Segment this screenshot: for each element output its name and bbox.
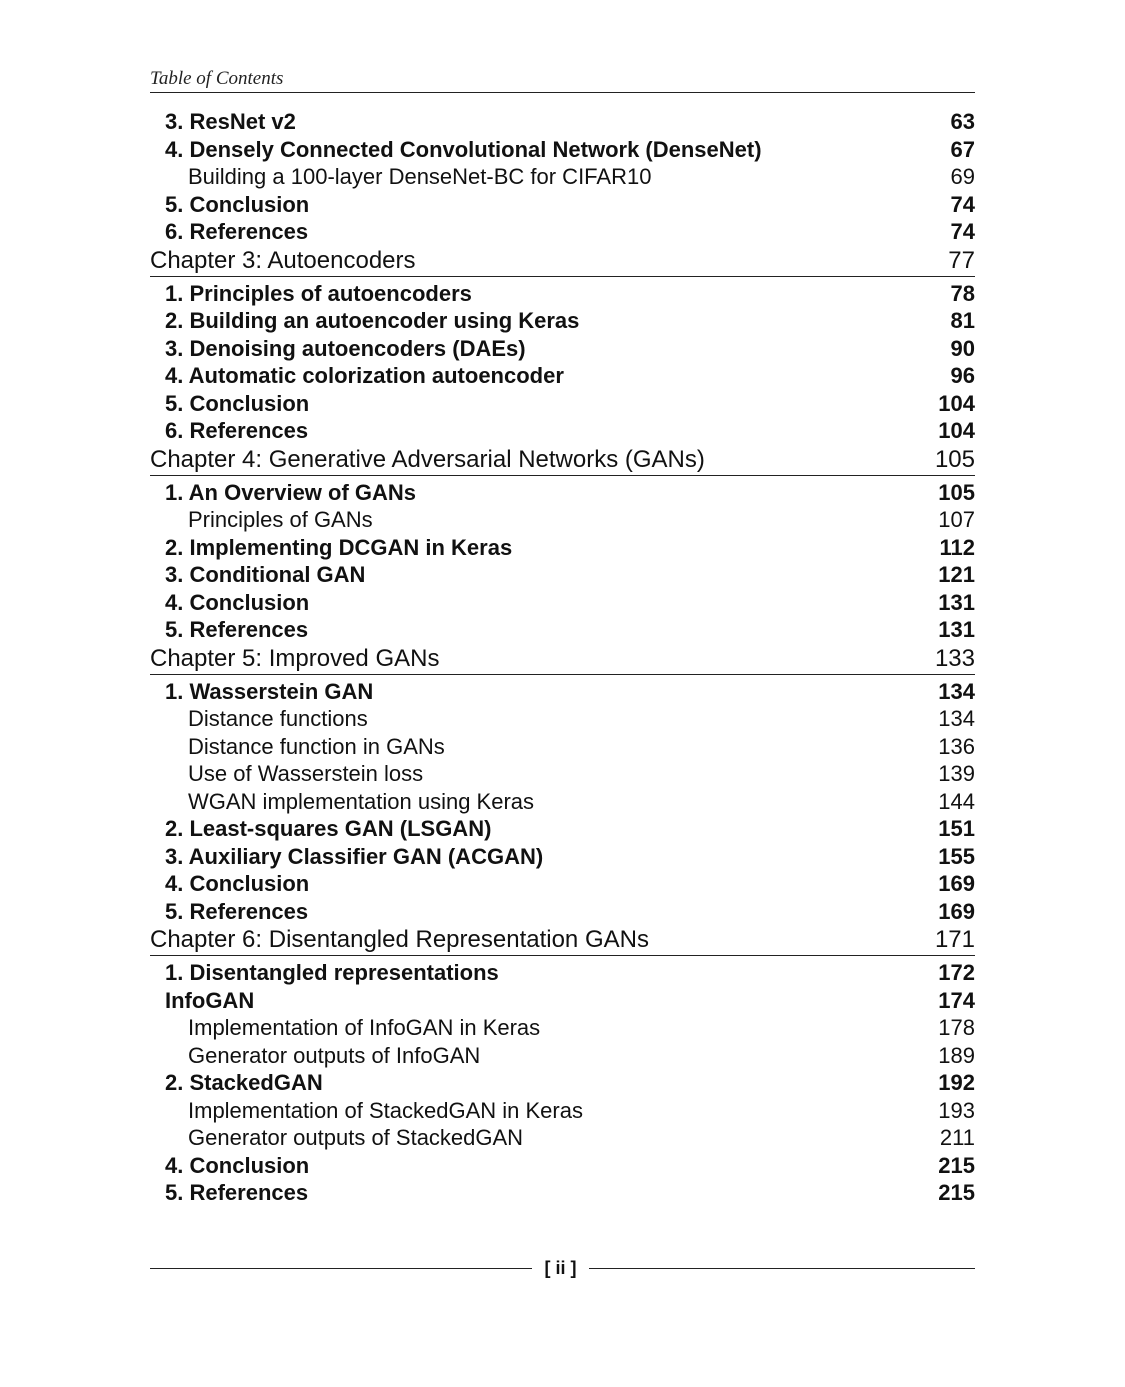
toc-entry-page-number: 144 (938, 788, 975, 814)
toc-entry-page-number: 90 (950, 335, 975, 361)
toc-section-entry[interactable] (150, 561, 975, 589)
toc-subsection-entry[interactable] (150, 1097, 975, 1125)
toc-subsection-entry[interactable] (150, 1124, 975, 1152)
running-header (150, 66, 975, 93)
toc-subsection-entry[interactable] (150, 163, 975, 191)
toc-entry-page-number: 171 (934, 926, 975, 953)
toc-section-entry[interactable] (150, 1152, 975, 1180)
toc-entry-page-number: 69 (950, 164, 975, 189)
toc-entry-page-number: 67 (950, 136, 975, 162)
toc-entry-page-number: 211 (939, 1125, 975, 1150)
toc-entry-title: Use of Wasserstein loss (188, 761, 424, 786)
footer-page-number: [ ii ] (544, 1258, 577, 1278)
toc-entry-page-number: 169 (938, 898, 975, 924)
toc-entry-title: 6. References (165, 219, 309, 244)
toc-entry-page-number: 136 (938, 733, 975, 759)
toc-entry-page-number: 78 (950, 280, 975, 306)
toc-section-entry[interactable] (150, 136, 975, 164)
toc-section-entry[interactable] (150, 898, 975, 926)
toc-entry-page-number: 192 (938, 1070, 975, 1095)
footer-rule-right (589, 1268, 975, 1269)
header-title: Table of Contents (150, 68, 284, 89)
toc-entry-title: 1. An Overview of GANs (165, 479, 417, 505)
toc-subsection-entry[interactable] (150, 760, 975, 788)
footer-rule-left (150, 1268, 532, 1269)
toc-entry-page-number: 139 (938, 761, 975, 786)
toc-entry-title: 2. Least-squares GAN (LSGAN) (165, 816, 492, 841)
toc-entry-page-number: 74 (950, 191, 975, 217)
toc-entry-title: 5. References (165, 898, 309, 924)
toc-entry-title: 1. Disentangled representations (165, 960, 499, 985)
toc-entry-page-number: 178 (938, 1015, 975, 1040)
toc-entry-page-number: 189 (938, 1042, 975, 1068)
toc-entry-page-number: 63 (950, 109, 975, 134)
toc-entry-page-number: 215 (938, 1152, 975, 1178)
toc-subsection-entry[interactable] (150, 506, 975, 534)
toc-entry-page-number: 121 (938, 562, 975, 587)
toc-entry-page-number: 174 (938, 987, 975, 1013)
toc-entry-title: 3. Conditional GAN (165, 562, 366, 587)
toc-section-entry[interactable] (150, 417, 975, 445)
toc-subsection-entry[interactable] (150, 1042, 975, 1070)
toc-section-entry[interactable] (150, 191, 975, 219)
toc-subsection-entry[interactable] (150, 733, 975, 761)
toc-entry-title: 2. Building an autoencoder using Keras (165, 308, 580, 333)
toc-entry-page-number: 105 (934, 445, 975, 473)
toc-entry-title: WGAN implementation using Keras (188, 788, 535, 814)
toc-section-entry[interactable] (150, 843, 975, 871)
toc-section-entry[interactable] (150, 1179, 975, 1207)
toc-entry-title: 3. ResNet v2 (165, 109, 296, 134)
toc-entry-title: 6. References (165, 418, 309, 443)
toc-entry-title: Building a 100-layer DenseNet-BC for CIFAR10 (188, 164, 652, 189)
toc-entry-title: InfoGAN (165, 987, 255, 1013)
toc-entry-title: 4. Conclusion (165, 871, 310, 896)
toc-entry-page-number: 81 (950, 308, 975, 333)
toc-section-entry[interactable] (150, 218, 975, 246)
toc-chapter-entry[interactable] (150, 246, 975, 277)
toc-section-entry[interactable] (150, 815, 975, 843)
toc-section-entry[interactable] (150, 589, 975, 617)
page-footer (150, 1256, 975, 1282)
toc-chapter-entry[interactable] (150, 925, 975, 956)
toc-entry-title: Chapter 3: Autoencoders (150, 246, 416, 274)
toc-entry-title: Implementation of StackedGAN in Keras (188, 1097, 583, 1123)
toc-entry-title: 3. Auxiliary Classifier GAN (ACGAN) (165, 843, 544, 869)
toc-section-entry[interactable] (150, 108, 975, 136)
toc-entry-title: 4. Conclusion (165, 1152, 310, 1178)
toc-entry-page-number: 77 (948, 246, 975, 274)
toc-entry-title: 3. Denoising autoencoders (DAEs) (165, 335, 526, 361)
toc-entry-title: Distance functions (188, 706, 368, 731)
toc-entry-page-number: 169 (938, 871, 975, 896)
toc-subsection-entry[interactable] (150, 788, 975, 816)
toc-section-entry[interactable] (150, 678, 975, 706)
toc-entry-title: 1. Wasserstein GAN (165, 678, 374, 704)
toc-section-entry[interactable] (150, 335, 975, 363)
toc-section-entry[interactable] (150, 280, 975, 308)
toc-entry-title: 4. Conclusion (165, 589, 310, 615)
toc-entry-page-number: 155 (938, 843, 975, 869)
toc-entry-page-number: 134 (938, 678, 975, 704)
toc-entry-page-number: 112 (939, 534, 975, 560)
toc-entry-page-number: 105 (938, 479, 975, 505)
toc-chapter-entry[interactable] (150, 445, 975, 476)
toc-entry-page-number: 96 (950, 363, 975, 388)
toc-entry-title: Implementation of InfoGAN in Keras (188, 1015, 541, 1040)
toc-section-entry[interactable] (150, 1069, 975, 1097)
toc-section-entry[interactable] (150, 870, 975, 898)
toc-entry-title: 4. Automatic colorization autoencoder (165, 363, 564, 388)
toc-entry-page-number: 74 (950, 219, 975, 244)
toc-entry-page-number: 215 (938, 1180, 975, 1205)
toc-subsection-entry[interactable] (150, 705, 975, 733)
toc-entry-page-number: 151 (938, 816, 975, 841)
toc-entry-title: 2. StackedGAN (165, 1070, 323, 1095)
toc-entry-title: 5. Conclusion (165, 191, 310, 217)
toc-entry-page-number: 133 (934, 644, 975, 672)
table-of-contents (150, 108, 975, 1207)
toc-entry-title: Distance function in GANs (188, 733, 445, 759)
toc-entry-page-number: 131 (938, 589, 975, 615)
toc-entry-title: Generator outputs of InfoGAN (188, 1042, 481, 1068)
toc-section-entry[interactable] (150, 390, 975, 418)
toc-section-entry[interactable] (150, 616, 975, 644)
toc-section-entry[interactable] (150, 362, 975, 390)
toc-entry-page-number: 172 (938, 960, 975, 985)
toc-entry-title: 5. References (165, 617, 309, 642)
toc-entry-title: 5. Conclusion (165, 390, 310, 416)
toc-entry-title: 2. Implementing DCGAN in Keras (165, 534, 513, 560)
toc-entry-title: Principles of GANs (188, 507, 373, 532)
toc-entry-title: Chapter 4: Generative Adversarial Networks (GANs) (150, 445, 705, 473)
toc-entry-title: 4. Densely Connected Convolutional Network (DenseNet) (165, 136, 762, 162)
toc-entry-page-number: 107 (938, 507, 975, 532)
toc-section-entry[interactable] (150, 534, 975, 562)
toc-entry-title: Generator outputs of StackedGAN (188, 1125, 524, 1150)
toc-entry-title: Chapter 5: Improved GANs (150, 644, 440, 672)
toc-section-entry[interactable] (150, 307, 975, 335)
toc-entry-title: Chapter 6: Disentangled Representation GANs (150, 926, 649, 953)
toc-subsection-entry[interactable] (150, 1014, 975, 1042)
toc-entry-page-number: 104 (938, 418, 975, 443)
toc-entry-title: 1. Principles of autoencoders (165, 280, 472, 306)
toc-section-entry[interactable] (150, 959, 975, 987)
toc-section-entry[interactable] (150, 479, 975, 507)
toc-entry-page-number: 134 (938, 706, 975, 731)
toc-entry-title: 5. References (165, 1180, 309, 1205)
toc-entry-page-number: 104 (938, 390, 975, 416)
toc-entry-page-number: 193 (938, 1097, 975, 1123)
toc-chapter-entry[interactable] (150, 644, 975, 675)
toc-entry-page-number: 131 (938, 617, 975, 642)
toc-section-entry[interactable] (150, 987, 975, 1015)
